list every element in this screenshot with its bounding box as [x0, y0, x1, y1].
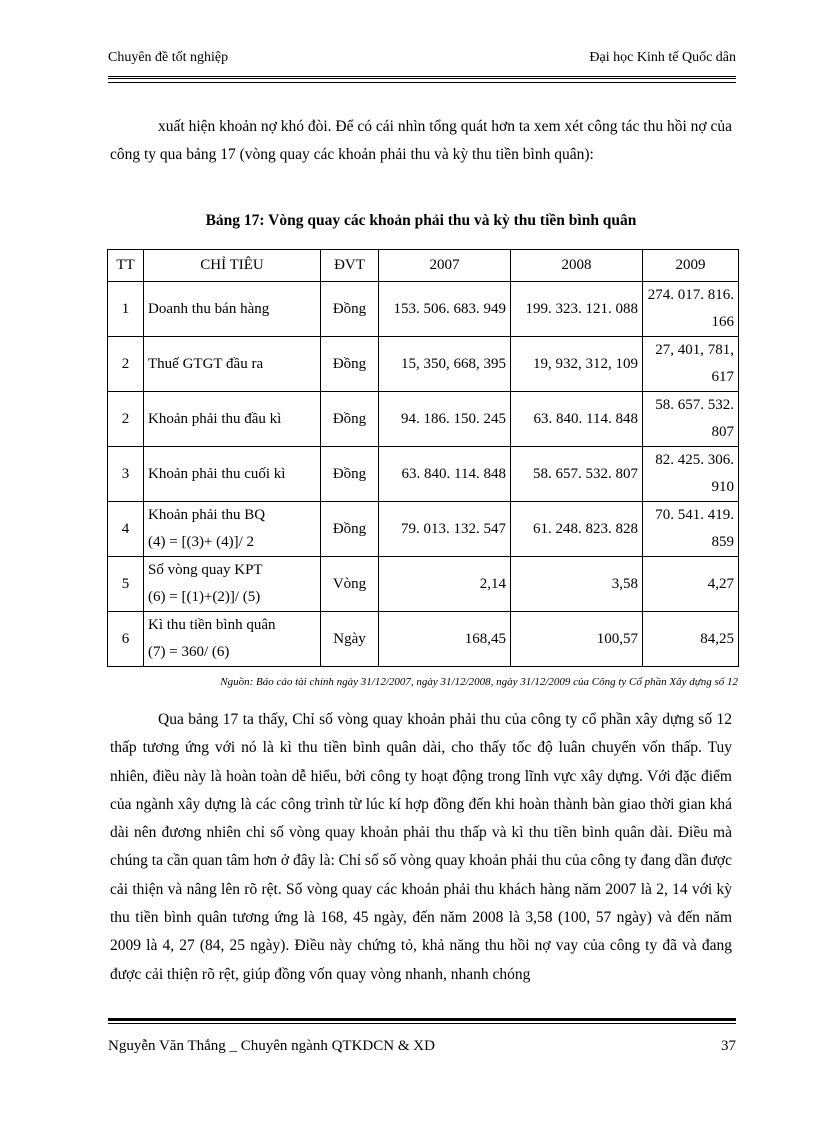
table-row — [108, 337, 739, 392]
page-header — [108, 50, 736, 66]
unit-cell: Đồng — [321, 447, 379, 502]
row-number: 5 — [108, 557, 144, 612]
indicator-name: Khoản phải thu cuối kì — [148, 465, 286, 482]
indicator-name: Thuế GTGT đầu ra — [148, 355, 264, 372]
footer-author: Nguyễn Văn Thắng _ Chuyên ngành QTKDCN & XD — [108, 1038, 435, 1054]
value-2008: 199. 323. 121. 088 — [511, 282, 643, 337]
table-row — [108, 502, 739, 557]
column-header: 2008 — [511, 250, 643, 282]
row-number: 3 — [108, 447, 144, 502]
header-right: Đại học Kinh tế Quốc dân — [589, 50, 736, 65]
table-row — [108, 612, 739, 667]
value-2008: 58. 657. 532. 807 — [511, 447, 643, 502]
value-2008: 61. 248. 823. 828 — [511, 502, 643, 557]
column-header: 2007 — [379, 250, 511, 282]
unit-cell: Đồng — [321, 282, 379, 337]
table-source: Nguồn: Báo cáo tài chính ngày 31/12/2007, ngày 31/12/2008, ngày 31/12/2009 của Công ty Cổ phần Xây dựng số 12 — [220, 676, 738, 688]
value-2009: 70. 541. 419. 859 — [643, 502, 739, 557]
indicator-name: Doanh thu bán hàng — [148, 300, 270, 317]
value-2008: 3,58 — [511, 557, 643, 612]
header-left: Chuyên đề tốt nghiệp — [108, 50, 229, 65]
column-header: TT — [108, 250, 144, 282]
row-number: 2 — [108, 337, 144, 392]
value-2009: 82. 425. 306. 910 — [643, 447, 739, 502]
value-2008: 19, 932, 312, 109 — [511, 337, 643, 392]
column-header: ĐVT — [321, 250, 379, 282]
indicator-name: Số vòng quay KPT — [148, 562, 263, 578]
value-2007: 168,45 — [379, 612, 511, 667]
header-rule — [108, 76, 736, 79]
value-2009: 27, 401, 781, 617 — [643, 337, 739, 392]
unit-cell: Đồng — [321, 392, 379, 447]
indicator-label — [144, 337, 321, 392]
table-title: Bảng 17: Vòng quay các khoản phải thu và kỳ thu tiền bình quân — [205, 212, 637, 229]
value-2008: 63. 840. 114. 848 — [511, 392, 643, 447]
row-number: 6 — [108, 612, 144, 667]
unit-cell: Đồng — [321, 502, 379, 557]
value-2007: 79. 013. 132. 547 — [379, 502, 511, 557]
indicator-label — [144, 392, 321, 447]
row-number: 4 — [108, 502, 144, 557]
value-2007: 94. 186. 150. 245 — [379, 392, 511, 447]
unit-cell: Vòng — [321, 557, 379, 612]
value-2009: 84,25 — [643, 612, 739, 667]
footer-rule — [108, 1018, 736, 1021]
indicator-label — [144, 557, 321, 612]
indicator-formula: (4) = [(3)+ (4)]/ 2 — [148, 534, 255, 550]
row-number: 1 — [108, 282, 144, 337]
table-header-row — [108, 250, 739, 282]
table-row — [108, 557, 739, 612]
value-2009: 274. 017. 816. 166 — [643, 282, 739, 337]
table-row — [108, 392, 739, 447]
receivables-table — [107, 249, 739, 667]
indicator-label — [144, 282, 321, 337]
column-header: 2009 — [643, 250, 739, 282]
row-number: 2 — [108, 392, 144, 447]
indicator-name: Kì thu tiền bình quân — [148, 617, 276, 633]
table-body — [108, 282, 739, 667]
unit-cell: Đồng — [321, 337, 379, 392]
analysis-text: Qua bảng 17 ta thấy, Chỉ số vòng quay khoản phải thu của công ty cổ phần xây dựng số 12 thấp tương ứng với nó là kì thu tiền bình quân dài, cho thấy tốc độ luân chuyển vốn thấp. Tuy nhiên, điều này là hoàn toàn dễ hiểu, bởi công ty hoạt động trong lĩnh vực xây dựng. Với đặc điểm của ngành xây dựng là các công trình từ lúc kí hợp đồng đến khi hoàn thành bàn giao thời gian khá dài nên đương nhiên chỉ số vòng quay khoản phải thu thấp và kì thu tiền bình quân dài. Điều mà chúng ta cần quan tâm hơn ở đây là: Chỉ số số vòng quay khoản phải thu của công ty đang dần được cải thiện và nâng lên rõ rệt. Số vòng quay các khoản phải thu khách hàng năm 2007 là 2, 14 với kỳ thu tiền bình quân tương ứng là 168, 45 ngày, đến năm 2008 là 3,58 (100, 57 ngày) và đến năm 2009 là 4, 27 (84, 25 ngày). Điều này chứng tỏ, khả năng thu hồi nợ vay của công ty đã và đang được cải thiện rõ rệt, giúp đồng vốn quay vòng nhanh, nhanh chóng — [110, 711, 732, 983]
indicator-formula: (6) = [(1)+(2)]/ (5) — [148, 589, 261, 605]
analysis-paragraph — [110, 706, 732, 989]
page-number: 37 — [721, 1038, 736, 1054]
indicator-label — [144, 612, 321, 667]
value-2007: 153. 506. 683. 949 — [379, 282, 511, 337]
unit-cell: Ngày — [321, 612, 379, 667]
indicator-label — [144, 502, 321, 557]
table-row — [108, 447, 739, 502]
page-footer — [108, 1038, 736, 1055]
indicator-name: Khoản phải thu BQ — [148, 507, 266, 523]
indicator-formula: (7) = 360/ (6) — [148, 644, 230, 660]
intro-text: xuất hiện khoản nợ khó đòi. Để có cái nhìn tổng quát hơn ta xem xét công tác thu hồi nợ của công ty qua bảng 17 (vòng quay các khoản phải thu và kỳ thu tiền bình quân): — [110, 118, 732, 164]
value-2008: 100,57 — [511, 612, 643, 667]
value-2009: 4,27 — [643, 557, 739, 612]
intro-paragraph — [110, 113, 732, 170]
value-2007: 63. 840. 114. 848 — [379, 447, 511, 502]
indicator-name: Khoản phải thu đầu kì — [148, 410, 282, 427]
value-2007: 15, 350, 668, 395 — [379, 337, 511, 392]
value-2009: 58. 657. 532. 807 — [643, 392, 739, 447]
column-header: CHỈ TIÊU — [144, 250, 321, 282]
indicator-label — [144, 447, 321, 502]
table-row — [108, 282, 739, 337]
value-2007: 2,14 — [379, 557, 511, 612]
